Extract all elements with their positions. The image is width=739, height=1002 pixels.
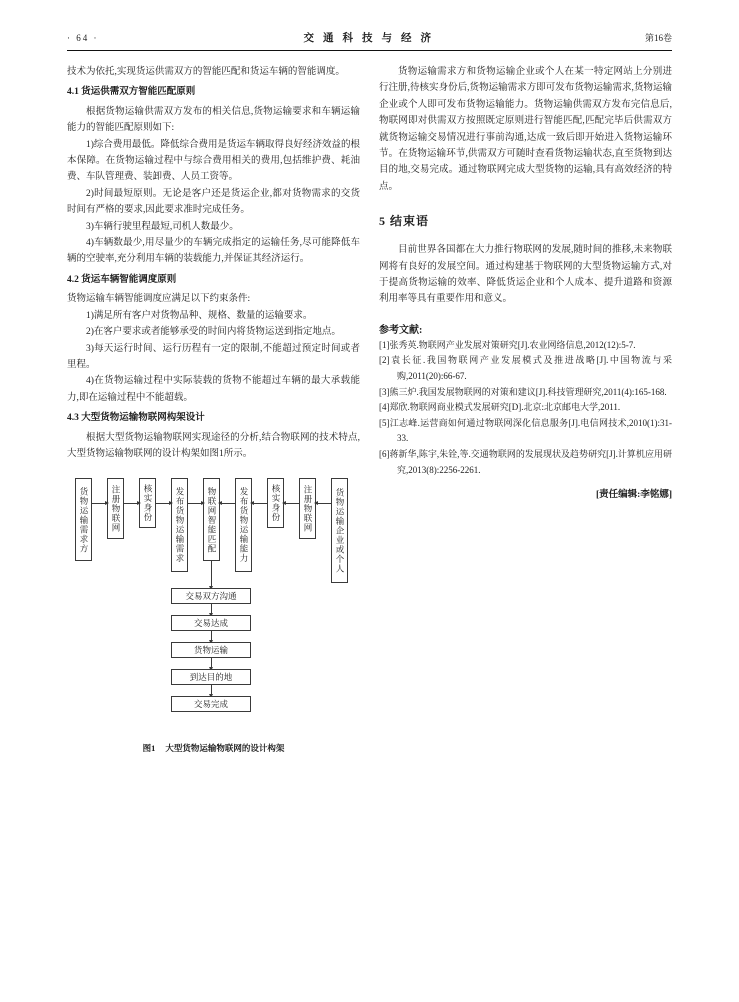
section-4-2-item: 2)在客户要求或者能够承受的时间内将货物运送到指定地点。 [86, 327, 341, 338]
arrow-right-icon [92, 503, 107, 504]
flow-step-negotiation: 交易双方沟通 [171, 588, 251, 604]
arrow-left-icon [316, 503, 331, 504]
section-5-heading: 5 结束语 [379, 214, 430, 229]
page-number: · 64 · [67, 33, 99, 43]
reference-item: [6]蒋新华,陈宇,朱铨,等.交通物联网的发展现状及趋势研究[J].计算机应用研究,2013(8):2256-2261. [379, 449, 672, 475]
flow-node-demand-side: 货物运输需求方 [75, 478, 92, 561]
flow-node-verify-left: 核实身份 [139, 478, 156, 528]
page-header [67, 30, 672, 45]
arrow-down-icon [211, 685, 212, 696]
section-4-1-item: 1)综合费用最低。降低综合费用是货运车辆取得良好经济效益的根本保障。在货物运输过程中与综合费用相关的费用,包括维护费、耗油费、车队管理费、装卸费、人员工资等。 [67, 139, 360, 183]
left-column [67, 64, 360, 754]
reference-item: [5]江志峰.运营商如何通过物联网深化信息服务[J].电信网技术,2010(1):31-33. [379, 417, 672, 444]
flow-node-register-iot-right: 注册物联网 [299, 478, 316, 539]
reference-item: [2]袁长征.我国物联网产业发展模式及推进战略[J].中国物流与采购,2011(20):66-67. [379, 355, 672, 382]
arrow-down-icon [211, 631, 212, 642]
arrow-down-icon [211, 604, 212, 615]
section-5-paragraph: 目前世界各国都在大力推行物联网的发展,随时间的推移,未来物联网将有良好的发展空间。通过构建基于物联网的大型货物运输方式,对于提高货物运输的效率、降低货运企业和个人成本、提升道路和资源利用率等具有重要作用和意义。 [379, 245, 672, 305]
arrow-left-icon [252, 503, 267, 504]
paragraph-continuation: 技术为依托,实现货运供需双方的智能匹配和货运车辆的智能调度。 [67, 67, 345, 77]
figure-1-caption-text: 大型货物运输物联网的设计构架 [165, 743, 285, 754]
flow-step-complete: 交易完成 [171, 696, 251, 712]
journal-title: 交通科技与经济 [303, 33, 440, 44]
flow-node-register-iot-left: 注册物联网 [107, 478, 124, 539]
reference-item: [3]熊三炉.我国发展物联网的对策和建议[J].科技管理研究,2011(4):165-168. [379, 386, 667, 397]
volume-label: 第16卷 [644, 33, 672, 43]
flow-step-arrival: 到达目的地 [171, 669, 251, 685]
section-4-2-heading: 4.2 货运车辆智能调度原则 [67, 274, 177, 285]
arrow-right-icon [124, 503, 139, 504]
arrow-down-icon [211, 658, 212, 669]
flow-node-supply-side: 货物运输企业或个人 [331, 478, 348, 583]
figure-1-flowchart [67, 478, 360, 714]
flow-node-verify-right: 核实身份 [267, 478, 284, 528]
responsible-editor: [责任编辑:李铭娜] [596, 490, 672, 501]
paragraph: 货物运输需求方和货物运输企业或个人在某一特定网站上分别进行注册,待核实身份后,货物运输需求方即可发布货物运输需求,货物运输企业或个人即可发布货物运输能力。货物运输供需双方发布完信息后,物联网即对供需双方按照既定原则进行智能匹配,匹配完毕后供需双方就货物运输交易情况进行事前沟通,达成一致后即开始进入货物运输环节。在货物运输环节,供需双方可随时查看货物运输状态,直至货物到达目的地,交易完成。通过物联网完成大型货物的运输,具有高效经济的特点。 [379, 67, 672, 192]
flow-node-publish-demand: 发布货物运输需求 [171, 478, 188, 572]
two-column-body [67, 64, 672, 754]
references-heading: 参考文献: [379, 324, 423, 336]
arrow-left-icon [220, 503, 235, 504]
figure-1-caption [67, 742, 360, 754]
section-4-2-item: 1)满足所有客户对货物品种、规格、数量的运输要求。 [86, 310, 313, 321]
reference-item: [1]张秀英.物联网产业发展对策研究[J].农业网络信息,2012(12):5-7. [379, 339, 636, 350]
figure-1-caption-label: 图1 [142, 743, 156, 754]
section-4-3-lead: 根据大型货物运输物联网实现途径的分析,结合物联网的技术特点,大型货物运输物联网的设计构架如图1所示。 [67, 432, 360, 459]
section-4-2-lead: 货物运输车辆智能调度应满足以下约束条件: [67, 294, 251, 305]
section-4-1-item: 3)车辆行驶里程最短,司机人数最少。 [86, 221, 239, 232]
arrow-down-icon [211, 561, 212, 588]
right-column [379, 64, 672, 754]
section-4-1-lead: 根据货物运输供需双方发布的相关信息,货物运输要求和车辆运输能力的智能匹配原则如下: [67, 106, 360, 134]
arrow-left-icon [284, 503, 299, 504]
section-4-1-item: 2)时间最短原则。无论是客户还是货运企业,都对货物需求的交货时间有严格的要求,因此要求准时完成任务。 [67, 188, 360, 216]
arrow-right-icon [156, 503, 171, 504]
flow-step-transport: 货物运输 [171, 642, 251, 658]
section-4-2-item: 3)每天运行时间、运行历程有一定的限制,不能超过预定时间或者里程。 [67, 343, 360, 370]
section-4-1-item: 4)车辆数最少,用尽量少的车辆完成指定的运输任务,尽可能降低车辆的空驶率,充分利用车辆的装载能力,并保证其经济运行。 [67, 238, 360, 265]
arrow-right-icon [188, 503, 203, 504]
section-4-1-heading: 4.1 货运供需双方智能匹配原则 [67, 87, 196, 98]
flow-node-smart-matching: 物联网智能匹配 [203, 478, 220, 561]
reference-item: [4]郑欣.物联网商业模式发展研究[D].北京:北京邮电大学,2011. [379, 402, 621, 413]
header-divider [67, 50, 672, 51]
flow-step-deal-reached: 交易达成 [171, 615, 251, 631]
section-4-3-heading: 4.3 大型货物运输物联网构架设计 [67, 413, 205, 424]
section-4-2-item: 4)在货物运输过程中实际装载的货物不能超过车辆的最大承载能力,即在运输过程中不能超载。 [67, 376, 360, 403]
flow-node-publish-capacity: 发布货物运输能力 [235, 478, 252, 572]
